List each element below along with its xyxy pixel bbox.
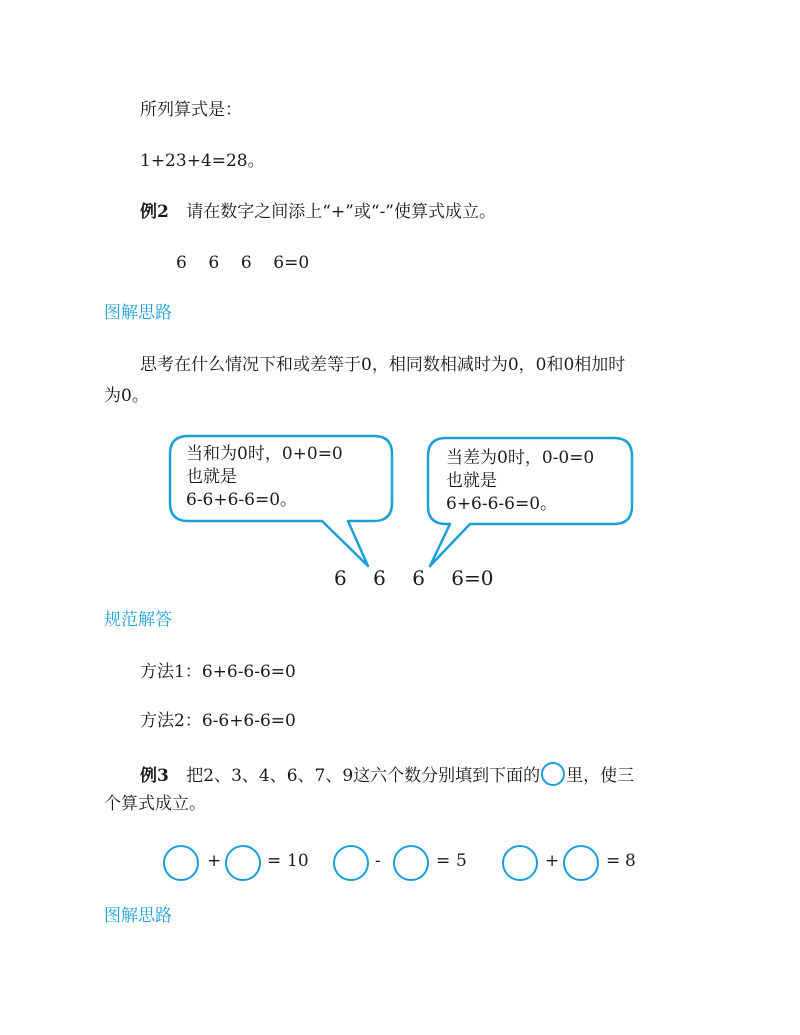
left-bubble-line3: 6-6+6-6=0。	[186, 489, 298, 510]
method-2: 方法2：6-6+6-6=0	[140, 711, 296, 731]
line-equation-intro: 所列算式是：	[140, 100, 242, 120]
blank-circle-icon	[541, 762, 565, 786]
diagram-equation	[334, 566, 494, 590]
result-value: 10	[287, 851, 309, 871]
result-value: 8	[625, 851, 636, 871]
left-bubble-line1: 当和为0时，0+0=0	[186, 444, 343, 464]
right-bubble-line1: 当差为0时，0-0=0	[446, 448, 595, 468]
digit-4: 6	[451, 566, 465, 590]
equals-sign: =	[267, 851, 282, 871]
section-heading-answer: 规范解答	[104, 610, 172, 630]
section-heading-analysis: 图解思路	[104, 303, 172, 323]
left-bubble-line2: 也就是	[186, 466, 237, 487]
operator-plus: +	[207, 851, 222, 871]
section-heading-analysis-2: 图解思路	[104, 906, 172, 926]
example-3-label: 例3	[140, 766, 169, 786]
example-3-line2: 个算式成立。	[104, 794, 206, 814]
operator-minus: -	[375, 851, 381, 871]
example-3-text: 把2、3、4、6、7、9这六个数分别填到下面的	[186, 766, 541, 786]
right-bubble-line3: 6+6-6-6=0。	[446, 493, 558, 514]
example-2-text: 请在数字之间添上“+”或“-”使算式成立。	[186, 202, 497, 222]
example-3	[140, 762, 634, 786]
right-bubble-text	[446, 447, 594, 516]
digit-3: 6	[412, 566, 425, 590]
blank-circle-icon	[393, 845, 429, 881]
analysis-text-line2: 为0。	[104, 386, 149, 406]
result-value: 5	[456, 851, 467, 871]
blank-circle-icon	[225, 845, 261, 881]
operator-plus: +	[545, 851, 560, 871]
right-bubble-line2: 也就是	[446, 470, 497, 491]
left-bubble-text	[186, 443, 343, 512]
digit-2: 6	[373, 566, 386, 590]
puzzle-equations	[0, 843, 800, 883]
analysis-text-line1: 思考在什么情况下和或差等于0，相同数相减时为0，0和0相加时	[140, 355, 626, 375]
line-equation-result: 1+23+4=28。	[140, 151, 265, 171]
equals-sign: =	[606, 851, 621, 871]
blank-circle-icon	[333, 845, 369, 881]
equals-sign: =	[436, 851, 451, 871]
blank-circle-icon	[163, 845, 199, 881]
example-2-label: 例2	[140, 202, 169, 222]
blank-circle-icon	[502, 845, 538, 881]
example-2-equation: 6 6 6 6=0	[176, 253, 310, 273]
method-1: 方法1：6+6-6-6=0	[140, 662, 296, 682]
digit-1: 6	[334, 566, 347, 590]
example-3-text-after: 里，使三	[566, 766, 635, 786]
blank-circle-icon	[563, 845, 599, 881]
equation-tail: =0	[464, 566, 494, 590]
